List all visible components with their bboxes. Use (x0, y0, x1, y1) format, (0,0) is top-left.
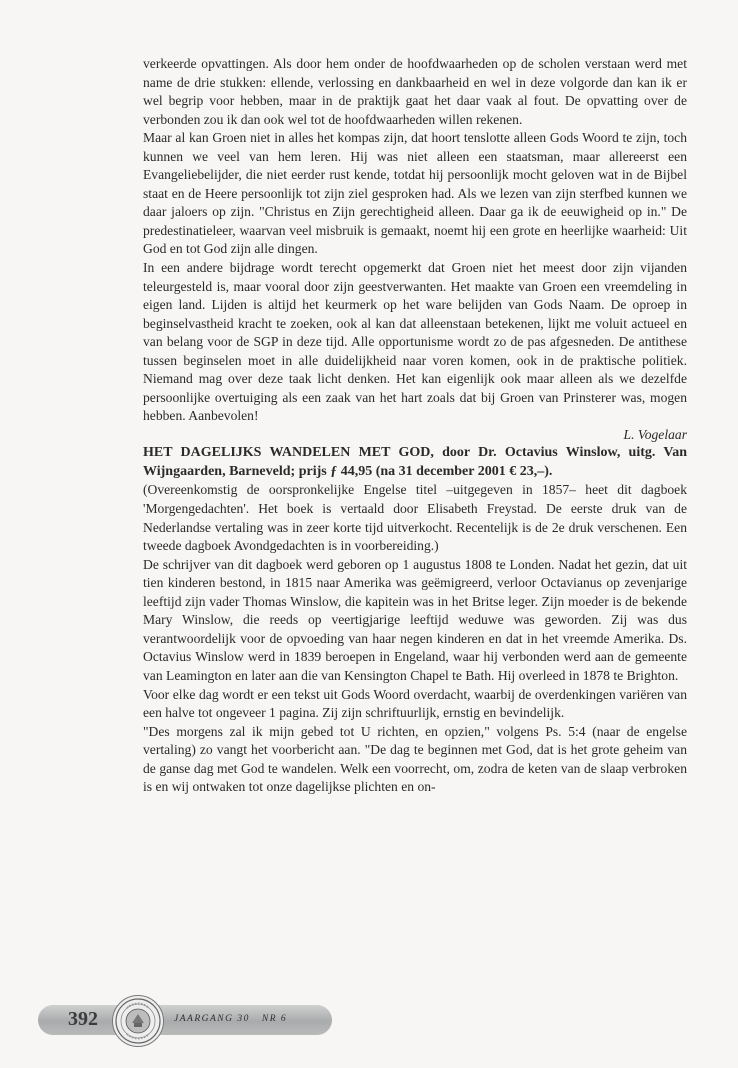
paragraph: verkeerde opvattingen. Als door hem onder de hoofdwaarheden op de scholen verstaan werd met name de drie stukken: ellende, verlossing en dankbaarheid en wel in deze volgorde dan kan ik er wel begrip voor hebben, maar in de praktijk gaat het daar vaak al fout. De opvatting over de verbonden zou ik dan ook wel tot de hoofdwaarheden willen rekenen. (143, 56, 687, 127)
paragraph: (Overeenkomstig de oorspronkelijke Engelse titel –uitgegeven in 1857– heet dit dagboek 'Morgengedachten'. Het boek is vertaald door Elisabeth Freystad. De eerste druk van de Nederlandse vertaling was in zeer korte tijd uitverkocht. Recentelijk is de 2e druk verschenen. Een tweede dagboek Avondgedachten is in voorbereiding.) (143, 482, 687, 554)
issue-label: NR 6 (261, 1014, 288, 1024)
journal-seal-icon (112, 995, 164, 1047)
paragraph: Voor elke dag wordt er een tekst uit Gods Woord overdacht, waarbij de overdenkingen variëren van een halve tot ongeveer 1 pagina. Zij zijn schriftuurlijk, ernstig en bevindelijk. (143, 686, 687, 721)
text-column (143, 55, 687, 797)
review-heading: HET DAGELIJKS WANDELEN MET GOD, door Dr. Octavius Winslow, uitg. Van Wijngaarden, Barneveld; prijs ƒ 44,95 (na 31 december 2001 € 23,–). (143, 445, 687, 479)
paragraph: In een andere bijdrage wordt terecht opgemerkt dat Groen niet het meest door zijn vijanden teleurgesteld is, maar vooral door zijn geestverwanten. Het maakte van Groen een vreemdeling in eigen land. Lijden is altijd het keurmerk op het ware belijden van Gods Naam. De oproep in beginselvastheid kracht te zoeken, ook al kan dat alleenstaan betekenen, lijkt me voluit actueel en van belang voor de SGP in deze tijd. Alle opportunisme wordt zo de pas afgesneden. De antithese tussen beginselen moet in alle duidelijkheid naar voren komen, ook in de praktische politiek. Niemand mag over deze taak licht denken. Het kan eigenlijk ook maar alleen als we dezelfde persoonlijke overtuiging als een zaak van het hart zoals dat bij Groen van Prinsterer was, mogen hebben. Aanbevolen! (143, 260, 687, 424)
review-signature: L. Vogelaar (623, 426, 687, 442)
paragraph: Maar al kan Groen niet in alles het kompas zijn, dat hoort tenslotte alleen Gods Woord te zijn, toch kunnen we veel van hem leren. Hij was niet alleen een staatsman, maar allereerst een Evangeliebelijder, die niet eerder rust kende, totdat hij persoonlijk mocht geloven wat in de Bijbel staat en de Heere persoonlijk tot zijn ziel gesproken had. Als we lezen van zijn sterfbed kunnen we daar jaloers op zijn. "Christus en Zijn gerechtigheid alleen. Daar ga ik de eeuwigheid op in." De predestinatieleer, waarvan veel misbruik is gemaakt, noemt hij een grote en heerlijke waarheid: Uit God en tot God zijn alle dingen. (143, 130, 687, 257)
paragraph: "Des morgens zal ik mijn gebed tot U richten, en opzien," volgens Ps. 5:4 (naar de engelse vertaling) zo vangt het voorbericht aan. "De dag te beginnen met God, dat is het grote geheim van de ganse dag met God te wandelen. Welk een voorrecht, om, zodra de keten van de slaap verbroken is en wij ontwaken tot onze dagelijkse plichten en on- (143, 723, 687, 795)
journal-label (174, 1014, 299, 1024)
volume-label: JAARGANG 30 (174, 1014, 250, 1024)
page-footer (38, 995, 338, 1045)
paragraph: De schrijver van dit dagboek werd geboren op 1 augustus 1808 te Londen. Nadat het gezin, dat uit tien kinderen bestond, in 1815 naar Amerika was geëmigreerd, verloor Octavianus op zevenjarige leeftijd zijn vader Thomas Winslow, die kapitein was in het Britse leger. Zijn moeder is de bekende Mary Winslow, die reeds op veertigjarige leeftijd weduwe was geworden. Zij was dus verantwoordelijk voor de opvoeding van haar negen kinderen en dat in het vreemde Amerika. Ds. Octavius Winslow werd in 1839 beroepen in Engeland, waar hij verbonden werd aan de gemeente van Leamington en later aan die van Kensington Chapel te Bath. Hij overleed in 1878 te Brighton. (143, 556, 687, 683)
page-number: 392 (68, 1008, 98, 1030)
